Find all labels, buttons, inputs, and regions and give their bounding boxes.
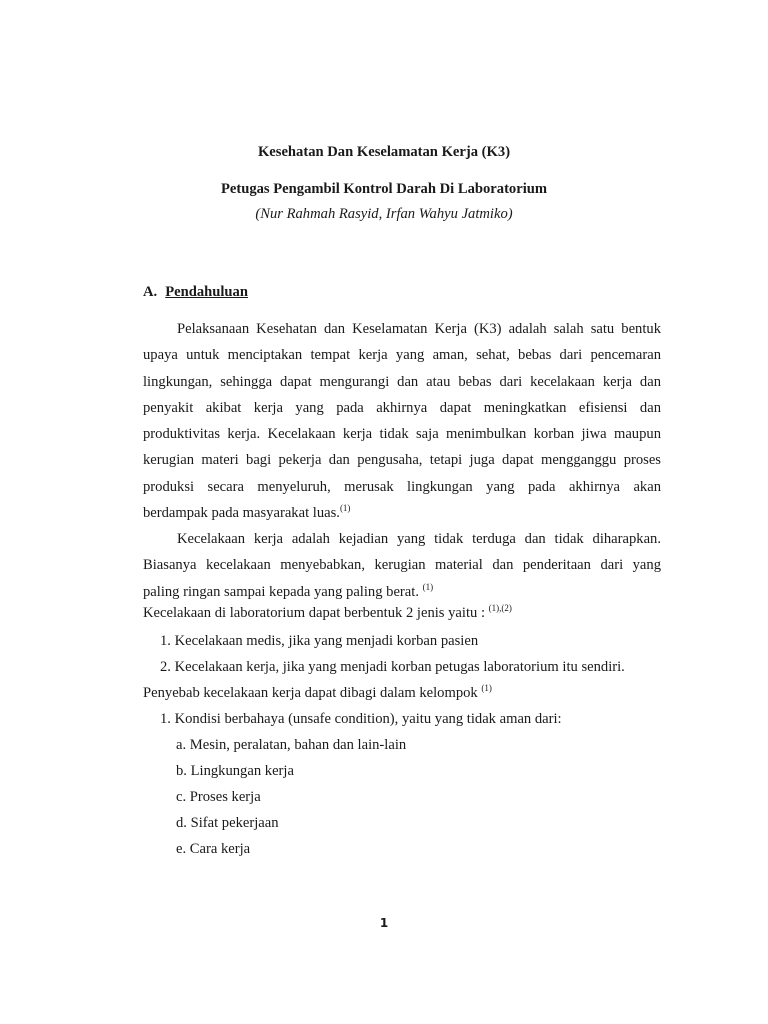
paragraph-line-last [143, 579, 661, 605]
paragraph-line: lingkungan, sehingga dapat mengurangi dan atau bebas dari kecelakaan kerja dan [143, 373, 661, 390]
citation-ref: (1),(2) [488, 603, 512, 613]
sub-list-item: e. Cara kerja [176, 841, 251, 857]
causes-intro-text: Penyebab kecelakaan kerja dapat dibagi dalam kelompok [143, 685, 482, 701]
paragraph-text: paling ringan sampai kepada yang paling berat. [143, 583, 423, 600]
list-item: 1. Kecelakaan medis, jika yang menjadi korban pasien [160, 633, 479, 649]
citation-ref: (1) [481, 683, 492, 693]
types-intro-text: Kecelakaan di laboratorium dapat berbentuk 2 jenis yaitu : [143, 605, 489, 621]
paragraph-line: Pelaksanaan Kesehatan dan Keselamatan Kerja (K3) adalah salah satu bentuk [177, 321, 661, 337]
document-subtitle: Petugas Pengambil Kontrol Darah Di Laboratorium [220, 181, 548, 197]
paragraph-line: penyakit akibat kerja yang pada akhirnya dapat meningkatkan efisiensi dan [143, 399, 661, 416]
paragraph-line: upaya untuk menciptakan tempat kerja yang aman, sehat, bebas dari pencemaran [143, 347, 661, 364]
sub-list-item: b. Lingkungan kerja [176, 763, 294, 779]
paragraph-intro [143, 316, 661, 526]
list-item: 2. Kecelakaan kerja, jika yang menjadi korban petugas laboratorium itu sendiri. [160, 659, 625, 675]
sub-list-item: c. Proses kerja [176, 789, 261, 805]
paragraph-line: Biasanya kecelakaan menyebabkan, kerugian material dan penderitaan dari yang [143, 557, 661, 574]
paragraph-text: berdampak pada masyarakat luas. [143, 505, 340, 522]
section-heading [143, 284, 248, 301]
paragraph-line: Kecelakaan kerja adalah kejadian yang tidak terduga dan tidak diharapkan. [177, 531, 661, 547]
citation-ref: (1) [422, 581, 434, 592]
document-authors: (Nur Rahmah Rasyid, Irfan Wahyu Jatmiko) [255, 206, 513, 222]
paragraph-line-last [143, 500, 661, 526]
paragraph-line: kerugian materi bagi pekerja dan pengusaha, tetapi juga dapat mengganggu proses [143, 452, 661, 469]
paragraph-line: produksi secara menyeluruh, merusak lingkungan yang pada akhirnya akan [143, 478, 661, 495]
paragraph-accident-definition [143, 526, 661, 605]
citation-ref: (1) [339, 503, 351, 514]
paragraph-line: produktivitas kerja. Kecelakaan kerja tidak saja menimbulkan korban jiwa maupun [143, 426, 661, 443]
section-number: A. [143, 284, 158, 300]
causes-intro [143, 685, 492, 702]
list-item: 1. Kondisi berbahaya (unsafe condition), yaitu yang tidak aman dari: [160, 711, 562, 727]
sub-list-item: a. Mesin, peralatan, bahan dan lain-lain [176, 737, 407, 753]
sub-list-item: d. Sifat pekerjaan [176, 815, 279, 831]
document-title: Kesehatan Dan Keselamatan Kerja (K3) [257, 144, 511, 160]
page-number: 1 [379, 916, 389, 930]
types-intro [143, 605, 512, 622]
section-label: Pendahuluan [165, 284, 248, 300]
